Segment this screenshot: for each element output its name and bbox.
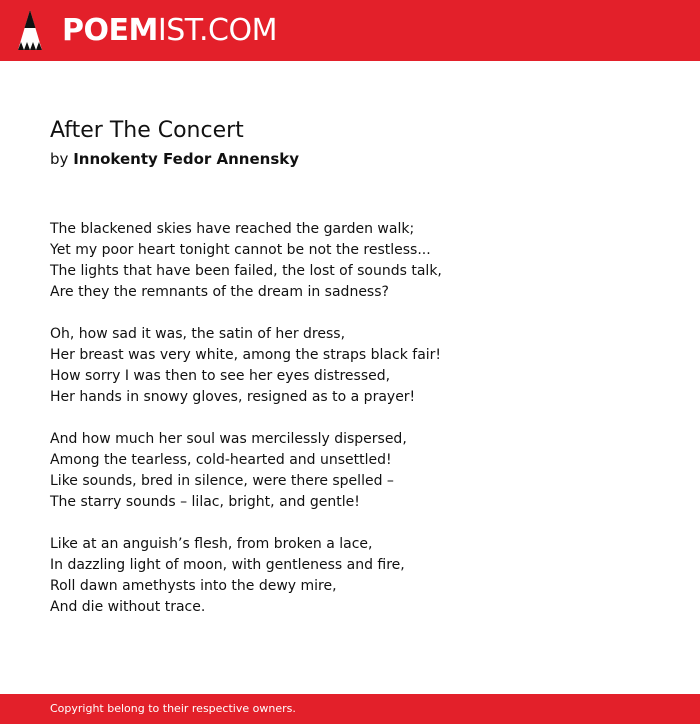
site-footer <box>0 694 700 724</box>
poem-line: How sorry I was then to see her eyes distressed, <box>50 368 391 384</box>
poem-line: Oh, how sad it was, the satin of her dress, <box>50 326 346 342</box>
pencil-tip-icon[interactable] <box>17 9 43 51</box>
site-logo[interactable] <box>62 11 277 51</box>
poem-title: After The Concert <box>50 118 244 143</box>
poem-line: Her breast was very white, among the straps black fair! <box>50 347 442 363</box>
poem-line: The lights that have been failed, the lost of sounds talk, <box>50 263 442 279</box>
logo-light-text: IST.COM <box>157 13 277 48</box>
by-label: by <box>50 150 69 168</box>
poem-line: Like sounds, bred in silence, were there spelled – <box>50 473 394 489</box>
poem-line: The starry sounds – lilac, bright, and gentle! <box>50 494 360 510</box>
poem-line: In dazzling light of moon, with gentleness and fire, <box>50 557 405 573</box>
site-header <box>0 0 700 61</box>
stanza <box>50 324 650 408</box>
poem-line: And die without trace. <box>50 599 206 615</box>
poem-line: Are they the remnants of the dream in sadness? <box>50 284 389 300</box>
copyright-text: Copyright belong to their respective owners. <box>50 702 296 715</box>
poem-line: Like at an anguish’s flesh, from broken a lace, <box>50 536 373 552</box>
stanza <box>50 534 650 618</box>
poem-body <box>50 219 650 639</box>
poem-line: And how much her soul was mercilessly dispersed, <box>50 431 407 447</box>
author-name: Innokenty Fedor Annensky <box>73 150 300 168</box>
stanza <box>50 219 650 303</box>
byline <box>50 148 299 170</box>
poem-line: Yet my poor heart tonight cannot be not the restless... <box>50 242 431 258</box>
poem-line: The blackened skies have reached the garden walk; <box>50 221 415 237</box>
stanza <box>50 429 650 513</box>
logo-bold-text: POEM <box>62 13 158 48</box>
poem-line: Roll dawn amethysts into the dewy mire, <box>50 578 337 594</box>
poem-line: Among the tearless, cold-hearted and unsettled! <box>50 452 392 468</box>
poem-line: Her hands in snowy gloves, resigned as to a prayer! <box>50 389 416 405</box>
